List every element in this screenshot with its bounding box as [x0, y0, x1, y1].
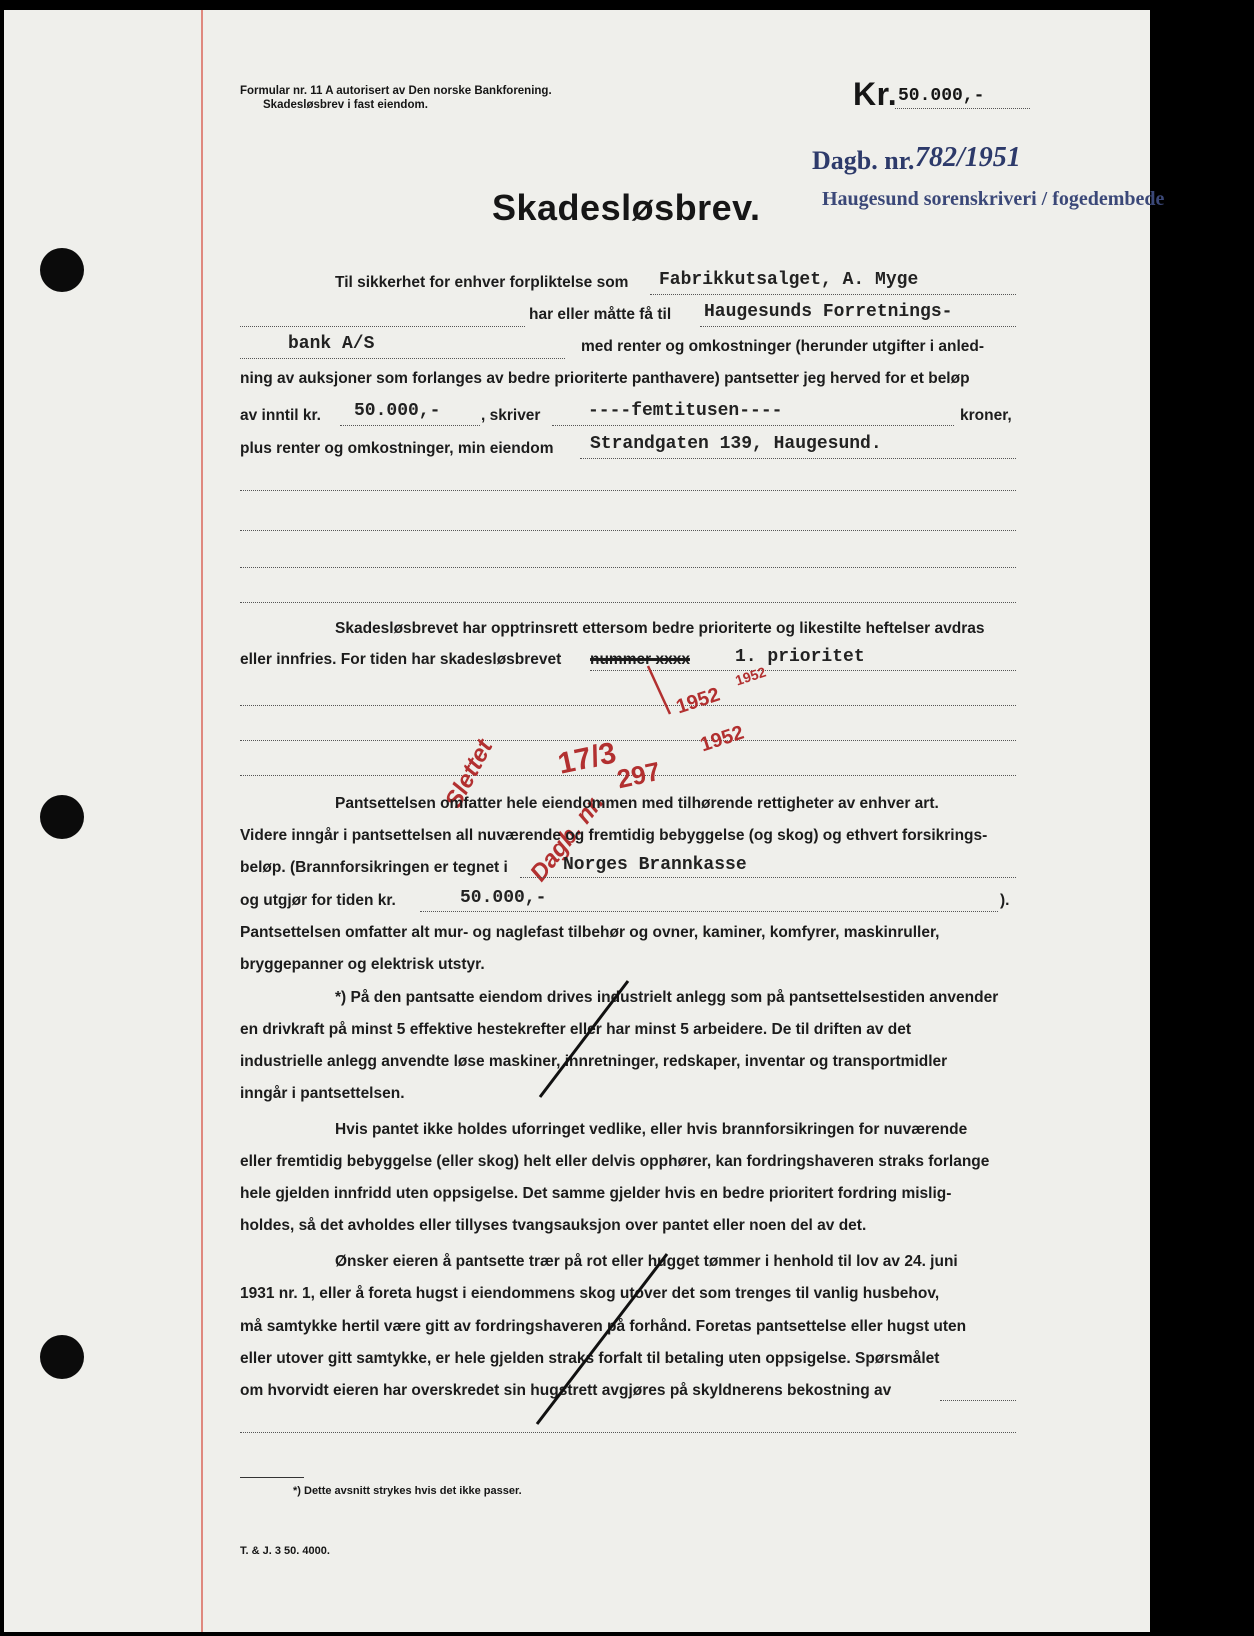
- punch-hole-icon: [40, 1335, 84, 1379]
- red-strike-mark: [640, 660, 690, 720]
- dotline: [240, 358, 565, 359]
- dotline: [240, 530, 1016, 531]
- p3-l6: bryggepanner og elektrisk utstyr.: [240, 956, 485, 973]
- p5-l2: eller fremtidig bebyggelse (eller skog) helt eller delvis opphører, kan fordringshaveren straks forlange: [240, 1153, 990, 1170]
- annotation-num2: 297: [614, 755, 663, 795]
- document-title: Skadesløsbrev.: [492, 187, 761, 228]
- p6-l1: Ønsker eieren å pantsette trær på rot eller hugget tømmer i henhold til lov av 24. juni: [335, 1253, 958, 1270]
- dagb-value: 782/1951: [915, 142, 1021, 173]
- p1-l5-pre: av inntil kr.: [240, 407, 321, 424]
- dotline: [520, 877, 1016, 878]
- amount-figures: 50.000,-: [354, 401, 441, 421]
- p1-l4: ning av auksjoner som forlanges av bedre prioriterte panthavere) pantsetter jeg herved for et beløp: [240, 370, 970, 387]
- p3-l3-pre: beløp. (Brannforsikringen er tegnet i: [240, 859, 508, 876]
- p3-l1: Pantsettelsen omfatter hele eiendommen med tilhørende rettigheter av enhver art.: [335, 795, 939, 812]
- p6-l3: må samtykke hertil være gitt av fordringshaveren på forhånd. Foretas pantsettelse eller hugst uten: [240, 1318, 967, 1335]
- p1-l5-mid: , skriver: [481, 407, 541, 424]
- p5-l3: hele gjelden innfridd uten oppsigelse. Det samme gjelder hvis en bedre prioritert fordring mislig-: [240, 1185, 952, 1202]
- p6-l2: 1931 nr. 1, eller å foreta hugst i eiendommens skog utover det som trenges til vanlig husbehov,: [240, 1285, 940, 1302]
- creditor-name-cont: bank A/S: [288, 334, 375, 354]
- pen-strike-mark: [520, 975, 640, 1115]
- priority-typed: 1. prioritet: [735, 647, 865, 667]
- footnote: *) Dette avsnitt strykes hvis det ikke passer.: [293, 1485, 522, 1497]
- p4-l1: *) På den pantsatte eiendom drives industrielt anlegg som på pantsettelsestiden anvender: [335, 989, 999, 1006]
- dagb-label: Dagb. nr.: [812, 146, 915, 175]
- dotline: [700, 326, 1016, 327]
- p5-l1: Hvis pantet ikke holdes uforringet vedlike, eller hvis brannforsikringen for nuværende: [335, 1121, 968, 1138]
- pen-strike-mark: [525, 1248, 685, 1433]
- p3-l5: Pantsettelsen omfatter alt mur- og naglefast tilbehør og ovner, kaminer, komfyrer, maskinruller,: [240, 924, 940, 941]
- p3-l2: Videre inngår i pantsettelsen all nuværende og fremtidig bebyggelse (og skog) og ethvert forsikrings-: [240, 827, 988, 844]
- court-stamp-text: Haugesund sorenskriveri / fogedembede: [822, 188, 1165, 210]
- punch-hole-icon: [40, 248, 84, 292]
- dotline: [650, 294, 1016, 295]
- punch-hole-icon: [40, 795, 84, 839]
- dotline: [580, 458, 1016, 459]
- struck-priority-text: nummer xxxx: [590, 651, 690, 668]
- annotation-dagb-nr: Dagb. nr.: [525, 789, 610, 887]
- p2-l1: Skadesløsbrevet har opptrinsrett ettersom bedre prioriterte og likestilte heftelser avdras: [335, 620, 985, 637]
- form-id-line2: Skadesløsbrev i fast eiendom.: [263, 99, 428, 111]
- p3-l4-pre: og utgjør for tiden kr.: [240, 892, 396, 909]
- dotline: [240, 326, 525, 327]
- kr-value: 50.000,-: [898, 86, 985, 106]
- annotation-year2: 1952: [697, 721, 747, 757]
- margin-line: [201, 10, 203, 1632]
- dotline: [240, 602, 1016, 603]
- dotline: [240, 490, 1016, 491]
- p2-l2-pre: eller innfries. For tiden har skadesløsbrevet: [240, 651, 562, 668]
- kr-dotline: [895, 108, 1030, 109]
- dotline: [240, 705, 1016, 706]
- p1-l3-post: med renter og omkostninger (herunder utgifter i anled-: [581, 338, 985, 355]
- annotation-year1: 1952: [673, 683, 723, 719]
- printer-mark: T. & J. 3 50. 4000.: [240, 1545, 330, 1557]
- court-stamp: [822, 188, 1165, 216]
- annotation-year3: 1952: [733, 663, 768, 689]
- p3-l4-post: ).: [1000, 892, 1010, 909]
- dotline: [420, 911, 998, 912]
- p1-l2-pre: har eller måtte få til: [529, 306, 672, 323]
- p4-l2: en drivkraft på minst 5 effektive hestekrefter eller har minst 5 arbeidere. De til driften av det: [240, 1021, 912, 1038]
- p1-l1-pre: Til sikkerhet for enhver forpliktelse som: [335, 274, 629, 291]
- kr-label: Kr.: [853, 76, 898, 112]
- amount-words: ----femtitusen----: [588, 401, 783, 421]
- dotline: [240, 567, 1016, 568]
- dotline: [940, 1400, 1016, 1401]
- debtor-name: Fabrikkutsalget, A. Myge: [659, 270, 919, 290]
- footnote-rule: [240, 1477, 304, 1478]
- p1-l6-pre: plus renter og omkostninger, min eiendom: [240, 440, 554, 457]
- dotline: [340, 425, 480, 426]
- p6-l5: om hvorvidt eieren har overskredet sin hugstrett avgjøres på skyldnerens bekostning av: [240, 1382, 892, 1399]
- p4-l3: industrielle anlegg anvendte løse maskiner, innretninger, redskaper, inventar og transportmidler: [240, 1053, 948, 1070]
- p4-l4: inngår i pantsettelsen.: [240, 1085, 405, 1102]
- property-address: Strandgaten 139, Haugesund.: [590, 434, 882, 454]
- creditor-name: Haugesunds Forretnings-: [704, 302, 953, 322]
- insurance-amount: 50.000,-: [460, 888, 547, 908]
- dotline: [240, 740, 1016, 741]
- insurer-name: Norges Brannkasse: [563, 855, 747, 875]
- annotation-slettet: Slettet: [440, 735, 499, 813]
- p1-l5-post: kroner,: [960, 407, 1012, 424]
- p6-l4: eller utover gitt samtykke, er hele gjelden straks forfalt til betaling uten oppsigelse. Spørsmålet: [240, 1350, 940, 1367]
- annotation-num1: 17/3: [555, 736, 620, 781]
- p5-l4: holdes, så det avholdes eller tillyses tvangsauksjon over pantet eller noen del av det.: [240, 1217, 867, 1234]
- dotline: [552, 425, 954, 426]
- form-id-line1: Formular nr. 11 A autorisert av Den norske Bankforening.: [240, 85, 552, 97]
